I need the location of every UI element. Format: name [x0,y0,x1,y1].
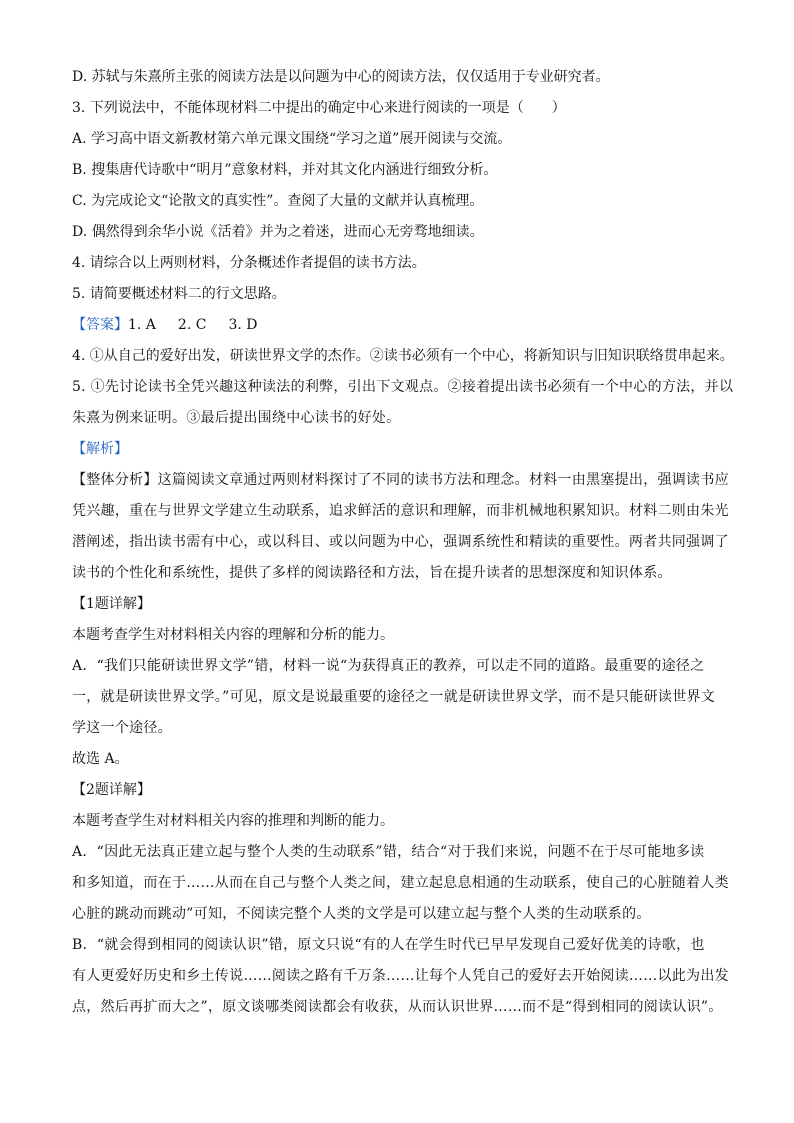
q1-detail-line-3: 学这一个途径。 [72,720,172,736]
document-page [72,62,740,1023]
q1-detail-line-1: A．“我们只能研读世界文学”错，材料一说“为获得真正的教养，可以走不同的道路。最重要的途径之 [72,658,705,674]
q1-detail-header: 【1题详解】 [72,596,151,612]
q1-choice: 故选 A。 [72,751,129,767]
q2-detail-b-line-1: B．“就会得到相同的阅读认识”错，原文只说“有的人在学生时代已早早发现自己爱好优美的诗歌，也 [72,937,705,953]
answer-item-1: 1. A [128,317,156,333]
q3-option-d: D. 偶然得到余华小说《活着》并为之着迷，进而心无旁骛地细读。 [72,224,484,240]
q2-detail-b-line-2: 有人更爱好历史和乡土传说……阅读之路有千万条……让每个人凭自己的爱好去开始阅读……以此为出发 [72,968,729,984]
q1-detail-line-2: 一，就是研读世界文学。”可见，原文是说最重要的途径之一就是研读世界文学，而不是只能研读世界文 [72,689,716,705]
q2-detail-b-line-3: 点，然后再扩而大之”，原文谈哪类阅读都会有收获，从而认识世界……而不是“得到相同的阅读认识”。 [72,999,723,1015]
answer-item-3: 3. D [228,317,258,333]
q2-detail-header: 【2题详解】 [72,782,151,798]
analysis-tag: 【解析】 [72,441,128,457]
q3-stem: 3. 下列说法中，不能体现材料二中提出的确定中心来进行阅读的一项是（ ） [72,100,566,116]
q2-detail-a-line-1: A．“因此无法真正建立起与整个人类的生动联系”错，结合“对于我们来说，问题不在于尽可能地多读 [72,844,705,860]
q3-option-b: B. 搜集唐代诗歌中“明月”意象材料，并对其文化内涵进行细致分析。 [72,162,498,178]
q2-detail-a-line-2: 和多知道，而在于……从而在自己与整个人类之间，建立起息息相通的生动联系，使自己的心脏随着人类 [72,875,729,891]
overall-analysis-line-4: 读书的个性化和系统性，提供了多样的阅读路径和方法，旨在提升读者的思想深度和知识体系。 [72,565,672,581]
q2-detail-intro: 本题考查学生对材料相关内容的推理和判断的能力。 [72,813,394,829]
answer-5-line-1: 5. ①先讨论读书全凭兴趣这种读法的利弊，引出下文观点。②接着提出读书必须有一个中心的方法，并以 [72,379,734,395]
q2-detail-a-line-3: 心脏的跳动而跳动”可知，不阅读完整个人类的文学是可以建立起与整个人类的生动联系的。 [72,906,651,922]
answer-item-2: 2. C [177,317,207,333]
q3-option-c: C. 为完成论文“论散文的真实性”。查阅了大量的文献并认真梳理。 [72,193,484,209]
q1-detail-intro: 本题考查学生对材料相关内容的理解和分析的能力。 [72,627,394,643]
q4-stem: 4. 请综合以上两则材料，分条概述作者提倡的读书方法。 [72,255,426,271]
q5-stem: 5. 请简要概述材料二的行文思路。 [72,286,286,302]
answer-row [72,310,740,341]
overall-analysis-line-1: 【整体分析】这篇阅读文章通过两则材料探讨了不同的读书方法和理念。材料一由黑塞提出，强调读书应 [72,472,729,488]
answer-4: 4. ①从自己的爱好出发，研读世界文学的杰作。②读书必须有一个中心，将新知识与旧知识联络贯串起来。 [72,348,734,364]
q3-option-a: A. 学习高中语文新教材第六单元课文围绕“学习之道”展开阅读与交流。 [72,131,512,147]
answer-5-line-2: 朱熹为例来证明。③最后提出围绕中心读书的好处。 [72,410,401,426]
overall-analysis-line-3: 潜阐述，指出读书需有中心，或以科目、或以问题为中心，强调系统性和精读的重要性。两者共同强调了 [72,534,729,550]
q2-option-d: D. 苏轼与朱熹所主张的阅读方法是以问题为中心的阅读方法，仅仅适用于专业研究者。 [72,69,610,85]
answer-tag: 【答案】 [72,317,128,333]
overall-analysis-line-2: 凭兴趣，重在与世界文学建立生动联系，追求鲜活的意识和理解，而非机械地积累知识。材料二则由朱光 [72,503,729,519]
